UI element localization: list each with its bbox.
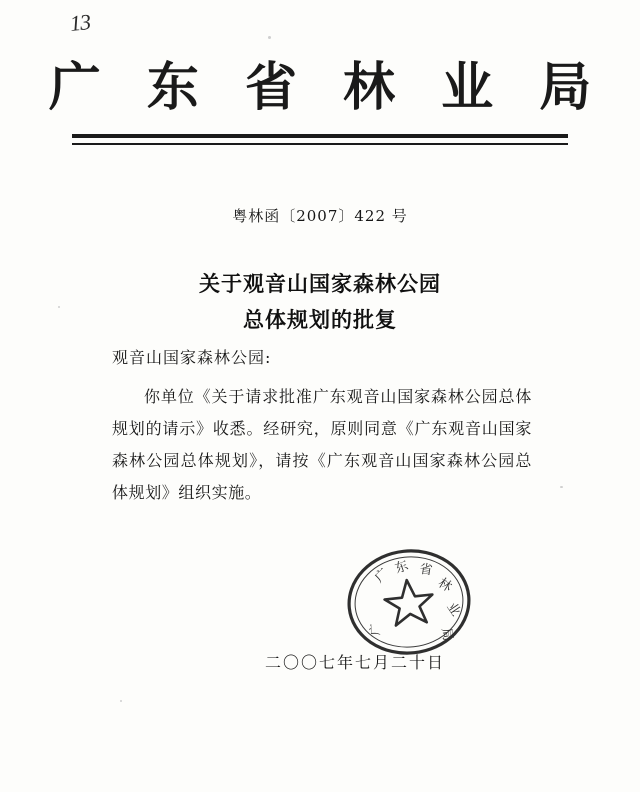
document-title-line-2: 总体规划的批复	[243, 306, 397, 332]
scan-speck	[268, 36, 271, 39]
handwritten-page-number: 13	[68, 9, 92, 36]
issuing-authority-title: 广 东 省 林 业 局	[48, 57, 606, 118]
masthead-divider	[72, 134, 568, 145]
svg-text:林: 林	[435, 575, 455, 596]
official-seal	[338, 544, 480, 660]
svg-text:局: 局	[438, 626, 456, 643]
svg-text:广: 广	[367, 623, 383, 636]
document-title	[0, 266, 640, 337]
scan-speck	[58, 306, 60, 308]
document-title-line-1: 关于观音山国家森林公园	[199, 271, 441, 296]
document-body-paragraph: 你单位《关于请求批准广东观音山国家森林公园总体规划的请示》收悉。经研究，原则同意《广东观音山国家森林公园总体规划》，请按《广东观音山国家森林公园总体规划》组织实施。	[112, 387, 532, 502]
divider-thin-line	[72, 143, 568, 145]
svg-text:省: 省	[418, 561, 434, 579]
svg-text:业: 业	[443, 599, 464, 620]
masthead	[0, 58, 640, 118]
scan-speck	[560, 486, 563, 488]
svg-text:东: 东	[393, 558, 411, 577]
scan-speck	[120, 700, 122, 702]
svg-text:广: 广	[372, 565, 392, 586]
document-reference-number: 粤林函〔2007〕422 号	[232, 207, 408, 225]
addressee-line: 观音山国家森林公园:	[112, 348, 272, 367]
issue-date: 二〇〇七年七月二十日	[264, 653, 445, 672]
